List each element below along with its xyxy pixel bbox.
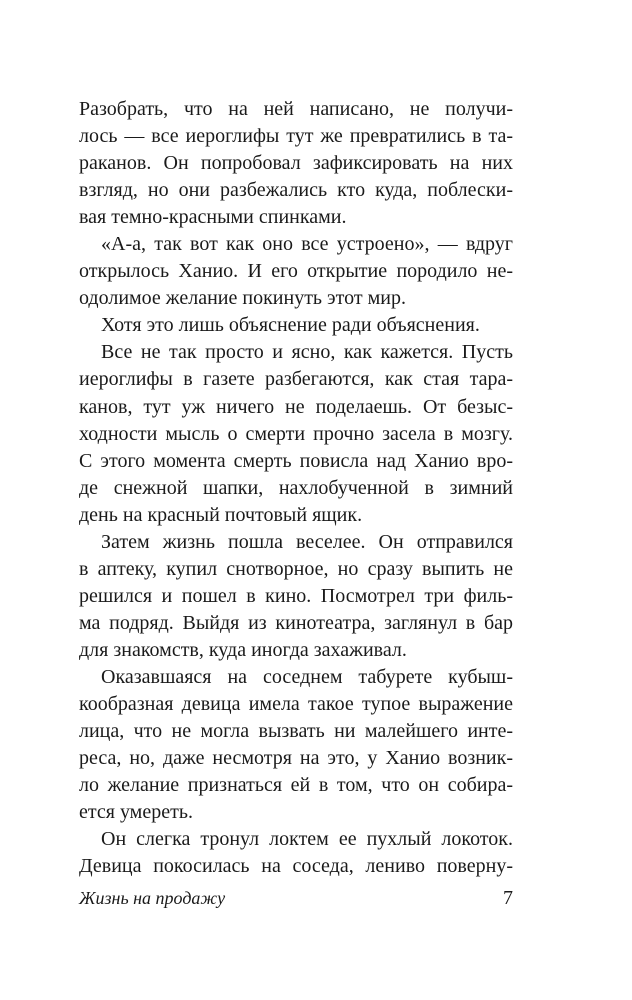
text-line: иероглифы в газете разбегаются, как стая тара- [79, 368, 513, 391]
running-title: Жизнь на продажу [79, 888, 226, 908]
page-footer [79, 884, 513, 912]
text-line: Хотя это лишь объяснение ради объяснения. [101, 314, 480, 337]
text-line: для знакомств, куда иногда захаживал. [79, 638, 407, 661]
text-line: ма подряд. Выйдя из кинотеатра, заглянул в бар [79, 611, 513, 634]
text-line: взгляд, но они разбежались кто куда, поблески- [79, 179, 513, 202]
text-line: день на красный почтовый ящик. [79, 503, 363, 526]
text-line: лица, что не могла вызвать ни малейшего инте- [79, 720, 513, 743]
text-line: Оказавшаяся на соседнем табурете кубыш- [101, 665, 513, 688]
text-line: одолимое желание покинуть этот мир. [79, 287, 406, 310]
text-line: ло желание признаться ей в том, что он собира- [79, 774, 513, 797]
text-line: канов, тут уж ничего не поделаешь. От безыс- [79, 395, 513, 418]
text-line: открылось Ханио. И его открытие породило не- [79, 260, 513, 283]
text-line: раканов. Он попробовал зафиксировать на них [79, 152, 513, 175]
text-line: «А-а, так вот как оно все устроено», — вдруг [101, 233, 513, 256]
text-line: реса, но, даже несмотря на это, у Ханио возник- [79, 747, 513, 770]
text-line: Затем жизнь пошла веселее. Он отправился [101, 530, 513, 553]
text-line: лось — все иероглифы тут же превратились в та- [79, 125, 513, 148]
text-line: Все не так просто и ясно, как кажется. Пусть [101, 341, 513, 364]
page-body [79, 96, 513, 880]
text-line: С этого момента смерть повисла над Ханио вро- [79, 449, 513, 472]
text-line: ется умереть. [79, 801, 193, 824]
text-line: Девица покосилась на соседа, лениво поверну- [79, 855, 513, 878]
text-line: де снежной шапки, нахлобученной в зимний [79, 476, 513, 499]
page-number: 7 [503, 887, 513, 909]
text-line: ходности мысль о смерти прочно засела в мозгу. [79, 422, 513, 445]
text-line: в аптеку, купил снотворное, но сразу выпить не [79, 557, 513, 580]
text-line: Разобрать, что на ней написано, не получи- [79, 98, 513, 120]
text-line: Он слегка тронул локтем ее пухлый локоток. [101, 828, 513, 851]
text-line: кообразная девица имела такое тупое выражение [79, 693, 513, 716]
text-line: вая темно-красными спинками. [79, 206, 347, 229]
text-line: решился и пошел в кино. Посмотрел три филь- [79, 584, 513, 607]
